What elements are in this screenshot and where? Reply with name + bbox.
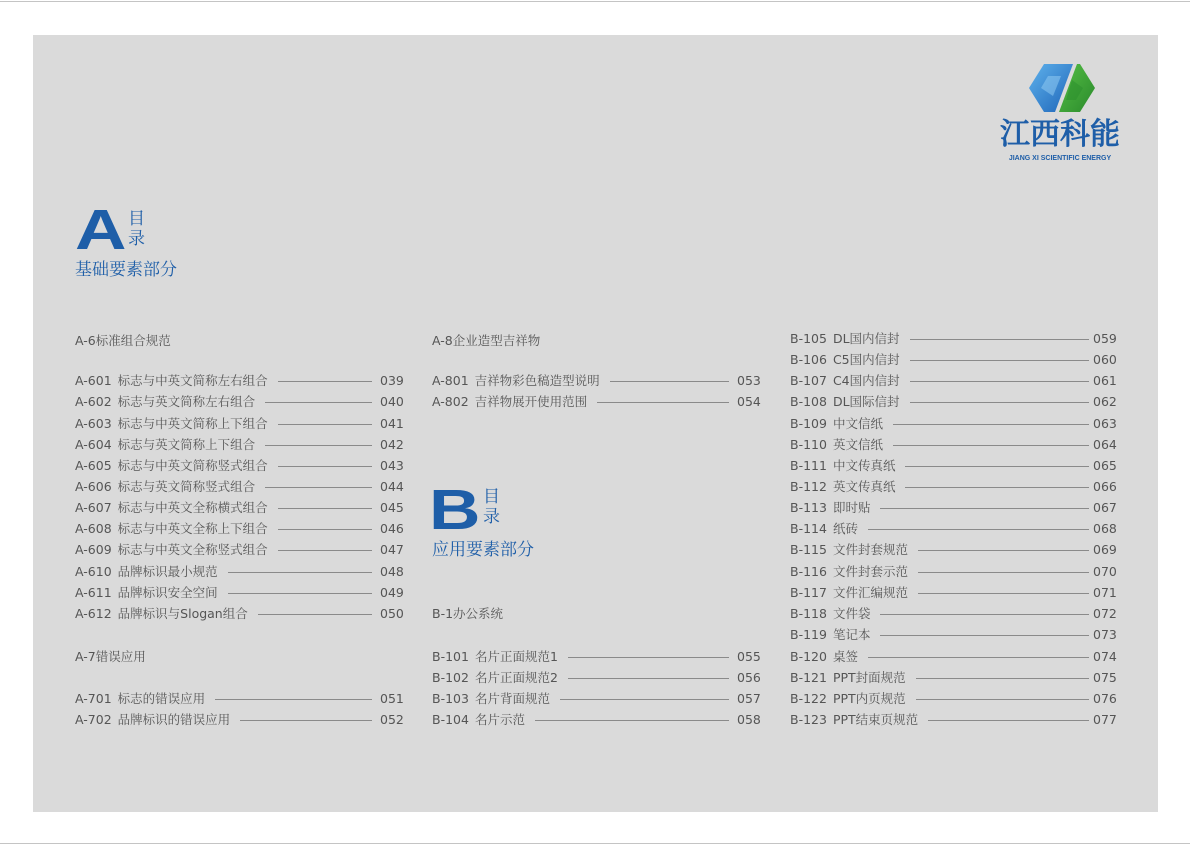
entry-page-number: 040 xyxy=(380,394,404,409)
entry-code: B-112 xyxy=(790,479,827,494)
toc-entry xyxy=(75,372,403,390)
entry-page-number: 056 xyxy=(737,670,761,685)
entry-code: A-702 xyxy=(75,712,112,727)
mulu-char: 目 xyxy=(483,487,500,507)
entry-code: B-108 xyxy=(790,394,827,409)
toc-entry xyxy=(75,690,403,708)
toc-entry xyxy=(75,584,403,602)
toc-entry xyxy=(75,393,403,411)
leader-line xyxy=(278,550,372,551)
toc-entry xyxy=(432,690,760,708)
entry-title: 桌签 xyxy=(832,649,858,664)
leader-line xyxy=(868,657,1089,658)
entry-page-number: 062 xyxy=(1093,394,1117,409)
entry-code: B-111 xyxy=(790,458,827,473)
entry-code: A-610 xyxy=(75,564,112,579)
leader-line xyxy=(918,593,1089,594)
entry-page-number: 051 xyxy=(380,691,404,706)
leader-line xyxy=(905,487,1089,488)
entry-page-number: 045 xyxy=(380,500,404,515)
entry-page-number: 063 xyxy=(1093,416,1117,431)
leader-line xyxy=(893,445,1089,446)
leader-line xyxy=(568,678,729,679)
entry-code: A-601 xyxy=(75,373,112,388)
section-a-letter: A xyxy=(75,198,127,262)
entry-code: B-102 xyxy=(432,670,469,685)
entry-page-number: 065 xyxy=(1093,458,1117,473)
entry-page-number: 049 xyxy=(380,585,404,600)
toc-entry xyxy=(790,393,1116,411)
toc-entry xyxy=(790,436,1116,454)
toc-entry xyxy=(432,393,760,411)
entry-title: 文件封套规范 xyxy=(832,542,908,557)
toc-group-heading xyxy=(432,605,760,623)
entry-page-number: 043 xyxy=(380,458,404,473)
leader-line xyxy=(910,360,1089,361)
entry-page-number: 044 xyxy=(380,479,404,494)
toc-entry xyxy=(790,351,1116,369)
leader-line xyxy=(597,402,729,403)
leader-line xyxy=(240,720,372,721)
entry-code: B-118 xyxy=(790,606,827,621)
toc-entry xyxy=(790,330,1116,348)
entry-code: A-605 xyxy=(75,458,112,473)
section-b-title: 应用要素部分 xyxy=(432,540,534,560)
toc-entry xyxy=(75,415,403,433)
entry-title: 标志的错误应用 xyxy=(117,691,206,706)
entry-title: DL国内信封 xyxy=(832,331,900,346)
section-b-mulu xyxy=(483,487,499,527)
entry-title: PPT内页规范 xyxy=(832,691,906,706)
toc-entry xyxy=(790,605,1116,623)
toc-entry xyxy=(790,457,1116,475)
entry-title: C5国内信封 xyxy=(832,352,900,367)
entry-code: A-609 xyxy=(75,542,112,557)
entry-title: 标志与中英文全称横式组合 xyxy=(117,500,268,515)
toc-entry xyxy=(790,648,1116,666)
toc-entry xyxy=(790,626,1116,644)
entry-code: B-119 xyxy=(790,627,827,642)
toc-entry xyxy=(75,605,403,623)
entry-page-number: 053 xyxy=(737,373,761,388)
entry-title: 名片正面规范1 xyxy=(474,649,558,664)
entry-title: 品牌标识与Slogan组合 xyxy=(117,606,248,621)
section-a-title: 基础要素部分 xyxy=(75,260,177,280)
toc-entry xyxy=(432,372,760,390)
leader-line xyxy=(910,339,1089,340)
entry-title: 标志与中英文简称竖式组合 xyxy=(117,458,268,473)
toc-entry xyxy=(790,415,1116,433)
entry-code: B-114 xyxy=(790,521,827,536)
entry-title: 中文信纸 xyxy=(832,416,883,431)
entry-page-number: 046 xyxy=(380,521,404,536)
entry-page-number: 050 xyxy=(380,606,404,621)
entry-page-number: 073 xyxy=(1093,627,1117,642)
entry-page-number: 070 xyxy=(1093,564,1117,579)
toc-entry xyxy=(75,520,403,538)
entry-code: B-109 xyxy=(790,416,827,431)
leader-line xyxy=(880,635,1089,636)
mulu-char: 录 xyxy=(128,229,145,249)
entry-title: 笔记本 xyxy=(832,627,871,642)
leader-line xyxy=(265,445,372,446)
entry-page-number: 058 xyxy=(737,712,761,727)
entry-page-number: 055 xyxy=(737,649,761,664)
toc-entry xyxy=(75,436,403,454)
entry-code: B-104 xyxy=(432,712,469,727)
entry-page-number: 047 xyxy=(380,542,404,557)
leader-line xyxy=(560,699,729,700)
entry-code: A-611 xyxy=(75,585,112,600)
toc-entry xyxy=(790,690,1116,708)
entry-page-number: 039 xyxy=(380,373,404,388)
leader-line xyxy=(905,466,1089,467)
entry-title: DL国际信封 xyxy=(832,394,900,409)
entry-title: 名片背面规范 xyxy=(474,691,550,706)
toc-entry xyxy=(75,457,403,475)
leader-line xyxy=(910,402,1089,403)
leader-line xyxy=(916,699,1089,700)
entry-page-number: 069 xyxy=(1093,542,1117,557)
entry-code: A-606 xyxy=(75,479,112,494)
mulu-char: 录 xyxy=(483,507,500,527)
leader-line xyxy=(228,593,372,594)
page-border-bottom xyxy=(0,843,1190,844)
entry-title: 品牌标识安全空间 xyxy=(117,585,218,600)
leader-line xyxy=(265,487,372,488)
entry-code: A-612 xyxy=(75,606,112,621)
toc-entry xyxy=(432,669,760,687)
entry-title: 英文传真纸 xyxy=(832,479,896,494)
entry-title: 名片正面规范2 xyxy=(474,670,558,685)
entry-title: 吉祥物彩色稿造型说明 xyxy=(474,373,600,388)
leader-line xyxy=(868,529,1089,530)
leader-line xyxy=(880,508,1089,509)
entry-code: A-602 xyxy=(75,394,112,409)
mulu-char: 目 xyxy=(128,209,145,229)
entry-title: 纸砖 xyxy=(832,521,858,536)
entry-code: B-101 xyxy=(432,649,469,664)
entry-code: B-105 xyxy=(790,331,827,346)
toc-entry xyxy=(75,563,403,581)
toc-entry xyxy=(790,520,1116,538)
entry-code: B-121 xyxy=(790,670,827,685)
toc-entry xyxy=(790,372,1116,390)
entry-code: A-608 xyxy=(75,521,112,536)
entry-title: 标志与中英文简称上下组合 xyxy=(117,416,268,431)
entry-code: B-113 xyxy=(790,500,827,515)
leader-line xyxy=(215,699,372,700)
entry-title: 英文信纸 xyxy=(832,437,883,452)
entry-code: B-122 xyxy=(790,691,827,706)
entry-title: 文件袋 xyxy=(832,606,871,621)
leader-line xyxy=(916,678,1089,679)
entry-title: 中文传真纸 xyxy=(832,458,896,473)
toc-entry xyxy=(790,499,1116,517)
toc-entry xyxy=(790,541,1116,559)
leader-line xyxy=(265,402,372,403)
entry-page-number: 067 xyxy=(1093,500,1117,515)
entry-code: B-115 xyxy=(790,542,827,557)
entry-title: 品牌标识的错误应用 xyxy=(117,712,231,727)
entry-title: C4国内信封 xyxy=(832,373,900,388)
leader-line xyxy=(910,381,1089,382)
toc-entry xyxy=(75,478,403,496)
entry-title: PPT封面规范 xyxy=(832,670,906,685)
toc-group-heading xyxy=(75,332,403,350)
toc-entry xyxy=(75,499,403,517)
leader-line xyxy=(918,572,1089,573)
entry-title: 即时贴 xyxy=(832,500,871,515)
toc-entry xyxy=(790,478,1116,496)
toc-entry xyxy=(75,541,403,559)
leader-line xyxy=(535,720,729,721)
leader-line xyxy=(278,466,372,467)
brand-name-en: JIANG XI SCIENTIFIC ENERGY xyxy=(1008,155,1112,162)
entry-code: B-116 xyxy=(790,564,827,579)
entry-page-number: 060 xyxy=(1093,352,1117,367)
group-heading-text: B-1办公系统 xyxy=(432,606,504,621)
entry-code: A-607 xyxy=(75,500,112,515)
toc-group-heading xyxy=(432,332,760,350)
entry-page-number: 075 xyxy=(1093,670,1117,685)
toc-entry xyxy=(790,563,1116,581)
brand-name-cn: 江西科能 xyxy=(1000,117,1120,152)
entry-code: A-701 xyxy=(75,691,112,706)
toc-group-heading xyxy=(75,648,403,666)
entry-code: B-103 xyxy=(432,691,469,706)
entry-page-number: 064 xyxy=(1093,437,1117,452)
page-border-top xyxy=(0,1,1190,2)
leader-line xyxy=(880,614,1089,615)
entry-page-number: 052 xyxy=(380,712,404,727)
toc-entry xyxy=(432,648,760,666)
group-heading-text: A-7错误应用 xyxy=(75,649,146,664)
entry-title: PPT结束页规范 xyxy=(832,712,919,727)
entry-code: B-123 xyxy=(790,712,827,727)
leader-line xyxy=(610,381,729,382)
entry-code: B-107 xyxy=(790,373,827,388)
leader-line xyxy=(258,614,372,615)
entry-code: A-802 xyxy=(432,394,469,409)
entry-page-number: 072 xyxy=(1093,606,1117,621)
toc-entry xyxy=(790,584,1116,602)
entry-code: B-106 xyxy=(790,352,827,367)
toc-entry xyxy=(432,711,760,729)
leader-line xyxy=(918,550,1089,551)
entry-code: B-110 xyxy=(790,437,827,452)
entry-page-number: 077 xyxy=(1093,712,1117,727)
entry-page-number: 066 xyxy=(1093,479,1117,494)
entry-code: A-603 xyxy=(75,416,112,431)
entry-page-number: 054 xyxy=(737,394,761,409)
leader-line xyxy=(278,424,372,425)
entry-code: A-801 xyxy=(432,373,469,388)
entry-page-number: 061 xyxy=(1093,373,1117,388)
entry-code: B-120 xyxy=(790,649,827,664)
entry-code: B-117 xyxy=(790,585,827,600)
entry-title: 标志与中英文全称竖式组合 xyxy=(117,542,268,557)
entry-page-number: 076 xyxy=(1093,691,1117,706)
leader-line xyxy=(278,529,372,530)
entry-page-number: 048 xyxy=(380,564,404,579)
toc-entry xyxy=(790,711,1116,729)
entry-code: A-604 xyxy=(75,437,112,452)
brand-logo-icon xyxy=(1028,63,1096,113)
leader-line xyxy=(278,381,372,382)
entry-title: 标志与英文简称竖式组合 xyxy=(117,479,256,494)
entry-page-number: 057 xyxy=(737,691,761,706)
entry-page-number: 074 xyxy=(1093,649,1117,664)
entry-title: 标志与中英文简称左右组合 xyxy=(117,373,268,388)
entry-title: 文件汇编规范 xyxy=(832,585,908,600)
entry-title: 标志与英文简称左右组合 xyxy=(117,394,256,409)
entry-page-number: 042 xyxy=(380,437,404,452)
entry-title: 品牌标识最小规范 xyxy=(117,564,218,579)
leader-line xyxy=(278,508,372,509)
entry-page-number: 071 xyxy=(1093,585,1117,600)
entry-page-number: 059 xyxy=(1093,331,1117,346)
leader-line xyxy=(568,657,729,658)
section-b-letter: B xyxy=(429,478,481,542)
section-a-mulu xyxy=(128,209,144,249)
group-heading-text: A-6标准组合规范 xyxy=(75,333,171,348)
leader-line xyxy=(228,572,372,573)
leader-line xyxy=(928,720,1089,721)
leader-line xyxy=(893,424,1089,425)
entry-page-number: 068 xyxy=(1093,521,1117,536)
toc-entry xyxy=(790,669,1116,687)
entry-title: 标志与英文简称上下组合 xyxy=(117,437,256,452)
entry-title: 标志与中英文全称上下组合 xyxy=(117,521,268,536)
entry-title: 名片示范 xyxy=(474,712,525,727)
entry-title: 吉祥物展开使用范围 xyxy=(474,394,588,409)
entry-page-number: 041 xyxy=(380,416,404,431)
toc-entry xyxy=(75,711,403,729)
entry-title: 文件封套示范 xyxy=(832,564,908,579)
group-heading-text: A-8企业造型吉祥物 xyxy=(432,333,541,348)
